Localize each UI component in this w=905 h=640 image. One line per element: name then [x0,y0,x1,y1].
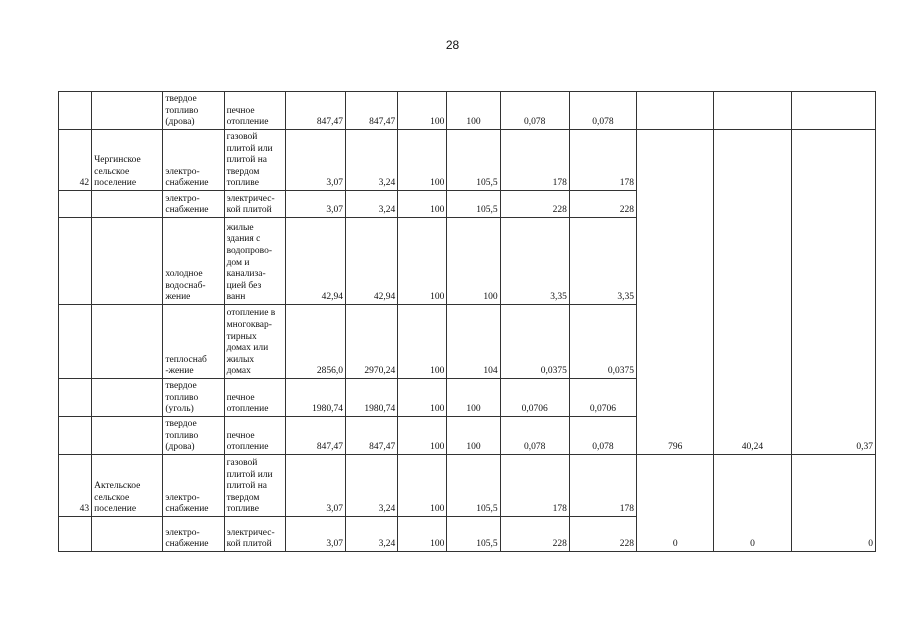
value-cell: 847,47 [285,92,345,130]
value-cell: 3,07 [285,130,345,191]
service-cell: электро- снабжение [163,455,224,517]
value-cell: 100 [398,191,447,218]
value-cell: 100 [398,455,447,517]
value-cell: 105,5 [447,130,500,191]
target-cell: электричес- кой плитой [224,517,285,552]
settlement-name: Чергинское сельское поселение [92,130,163,191]
value-cell: 105,5 [447,517,500,552]
value-cell: 100 [447,417,500,455]
value-cell: 3,24 [346,130,398,191]
value-cell: 100 [398,92,447,130]
value-cell: 0,078 [569,417,636,455]
value-cell: 0,078 [569,92,636,130]
service-cell: твердое топливо (уголь) [163,379,224,417]
value-cell: 3,24 [346,455,398,517]
value-cell: 228 [500,517,569,552]
value-cell: 178 [569,455,636,517]
service-cell: электро- снабжение [163,130,224,191]
summary-cell: 0 [791,455,875,552]
target-cell: газовой плитой или плитой на твердом топливе [224,130,285,191]
value-cell: 100 [398,517,447,552]
value-cell: 100 [447,92,500,130]
value-cell: 0,078 [500,92,569,130]
value-cell: 3,07 [285,455,345,517]
value-cell: 0,0706 [500,379,569,417]
target-cell: печное отопление [224,92,285,130]
table-row [59,92,876,130]
service-cell: твердое топливо (дрова) [163,92,224,130]
value-cell: 100 [398,379,447,417]
value-cell: 847,47 [346,417,398,455]
value-cell: 178 [569,130,636,191]
value-cell: 3,07 [285,191,345,218]
value-cell: 178 [500,130,569,191]
value-cell: 104 [447,305,500,379]
value-cell: 847,47 [346,92,398,130]
value-cell: 100 [447,218,500,305]
summary-cell: 0 [637,455,714,552]
value-cell: 100 [398,305,447,379]
value-cell: 100 [447,379,500,417]
service-cell: твердое топливо (дрова) [163,417,224,455]
service-cell: холодное водоснаб- жение [163,218,224,305]
value-cell: 3,24 [346,517,398,552]
value-cell: 228 [569,517,636,552]
service-cell: электро- снабжение [163,517,224,552]
value-cell: 42,94 [346,218,398,305]
value-cell: 228 [569,191,636,218]
value-cell: 105,5 [447,455,500,517]
value-cell: 105,5 [447,191,500,218]
target-cell: печное отопление [224,379,285,417]
value-cell: 1980,74 [346,379,398,417]
value-cell: 0,0375 [500,305,569,379]
summary-cell: 796 [637,130,714,455]
value-cell: 0,078 [500,417,569,455]
settlement-name: Актельское сельское поселение [92,455,163,517]
target-cell: электричес- кой плитой [224,191,285,218]
value-cell: 2970,24 [346,305,398,379]
value-cell: 228 [500,191,569,218]
target-cell: отопление в многоквар- тирных домах или жилых домах [224,305,285,379]
row-number: 42 [59,130,92,191]
value-cell: 42,94 [285,218,345,305]
target-cell: жилые здания с водопрово- дом и канализа- цией без ванн [224,218,285,305]
table-row [59,455,876,517]
value-cell: 100 [398,130,447,191]
service-cell: теплоснаб -жение [163,305,224,379]
value-cell: 1980,74 [285,379,345,417]
value-cell: 0,0375 [569,305,636,379]
summary-cell: 40,24 [714,130,791,455]
target-cell: печное отопление [224,417,285,455]
service-cell: электро- снабжение [163,191,224,218]
row-number: 43 [59,455,92,517]
value-cell: 847,47 [285,417,345,455]
table-row [59,130,876,191]
page-number: 28 [445,38,460,52]
summary-cell: 0,37 [791,130,875,455]
value-cell: 100 [398,218,447,305]
value-cell: 100 [398,417,447,455]
value-cell: 3,07 [285,517,345,552]
summary-cell: 0 [714,455,791,552]
target-cell: газовой плитой или плитой на твердом топливе [224,455,285,517]
value-cell: 3,35 [569,218,636,305]
value-cell: 3,35 [500,218,569,305]
tariff-table [58,91,876,552]
value-cell: 0,0706 [569,379,636,417]
value-cell: 3,24 [346,191,398,218]
value-cell: 2856,0 [285,305,345,379]
value-cell: 178 [500,455,569,517]
